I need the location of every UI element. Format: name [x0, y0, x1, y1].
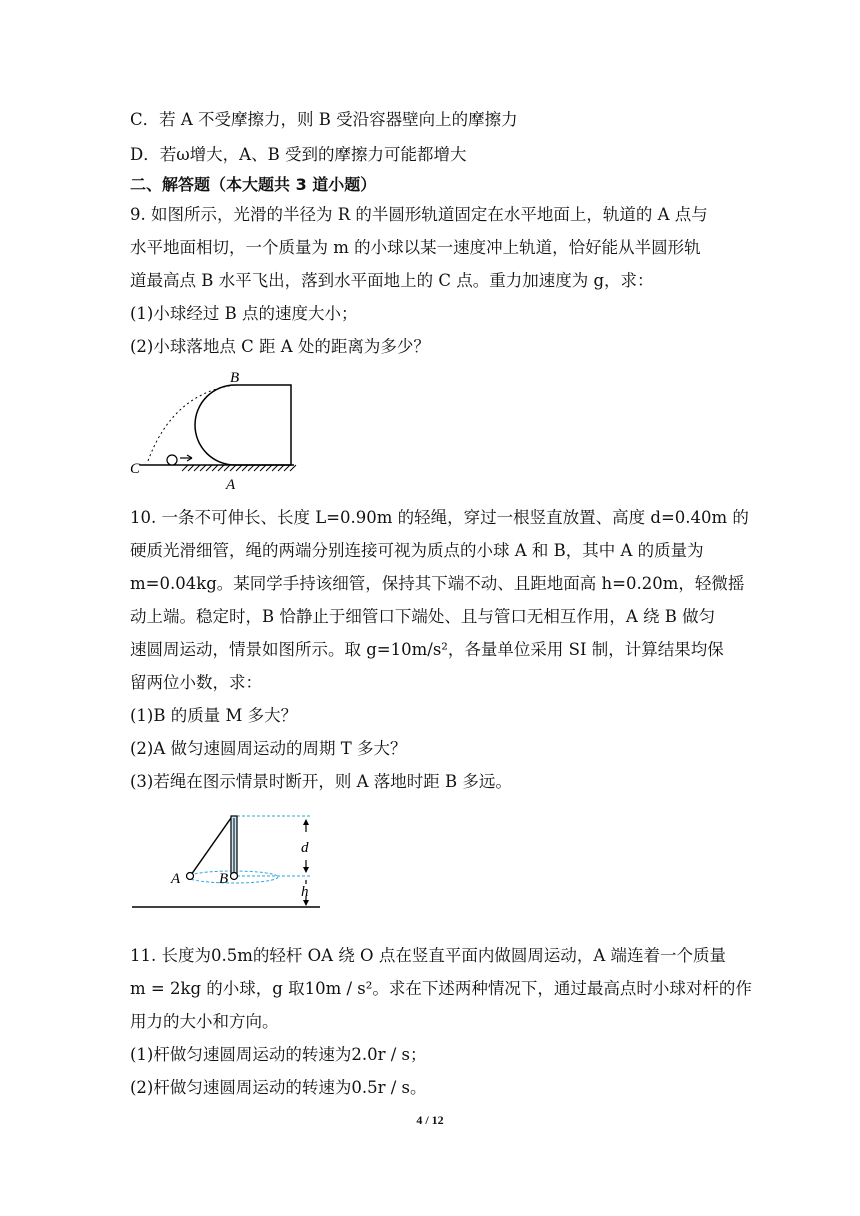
page-number: 4 / 12	[416, 1113, 444, 1127]
q11-line-1: 11. 长度为0.5m的轻杆 OA 绕 O 点在竖直平面内做圆周运动，A 端连着一个质量	[130, 946, 726, 965]
q9-sub-1: (1)小球经过 B 点的速度大小；	[130, 304, 358, 323]
q10-sub-2: (2)A 做匀速圆周运动的周期 T 多大？	[130, 739, 407, 758]
q10-line-3: m=0.04kg。某同学手持该细管，保持其下端不动、且距地面高 h=0.20m，轻微摇	[130, 574, 745, 593]
figure-tube-rope	[130, 812, 330, 922]
label-C: C	[130, 461, 141, 477]
q10-line-4: 动上端。稳定时，B 恰静止于细管口下端处、且与管口无相互作用，A 绕 B 做匀	[130, 607, 716, 626]
q11-sub-2: (2)杆做匀速圆周运动的转速为0.5r / s。	[130, 1078, 427, 1097]
q9-line-1: 9. 如图所示，光滑的半径为 R 的半圆形轨道固定在水平地面上，轨道的 A 点与	[130, 205, 708, 224]
q11-line-3: 用力的大小和方向。	[130, 1012, 279, 1031]
q10-sub-3: (3)若绳在图示情景时断开，则 A 落地时距 B 多远。	[130, 772, 512, 791]
q10-line-6: 留两位小数，求：	[130, 673, 262, 692]
q9-line-2: 水平地面相切，一个质量为 m 的小球以某一速度冲上轨道，恰好能从半圆形轨	[130, 238, 701, 257]
q9-line-3: 道最高点 B 水平飞出，落到水平面地上的 C 点。重力加速度为 g，求：	[130, 271, 654, 290]
label-h: h	[301, 884, 309, 900]
q10-line-2: 硬质光滑细管，绳的两端分别连接可视为质点的小球 A 和 B，其中 A 的质量为	[130, 541, 704, 560]
label-A: A	[171, 871, 181, 887]
section-heading: 二、解答题（本大题共 3 道小题）	[130, 175, 377, 194]
label-d: d	[301, 840, 309, 856]
q10-line-1: 10. 一条不可伸长、长度 L=0.90m 的轻绳，穿过一根竖直放置、高度 d=0.40m 的	[130, 508, 749, 527]
option-c: C．若 A 不受摩擦力，则 B 受沿容器壁向上的摩擦力	[130, 110, 518, 129]
q10-sub-1: (1)B 的质量 M 多大？	[130, 706, 298, 725]
label-A: A	[226, 477, 236, 493]
q11-sub-1: (1)杆做匀速圆周运动的转速为2.0r / s；	[130, 1045, 427, 1064]
q10-line-5: 速圆周运动，情景如图所示。取 g=10m/s²，各量单位采用 SI 制，计算结果均保	[130, 640, 724, 659]
q11-line-2: m = 2kg 的小球，g 取10m / s²。求在下述两种情况下，通过最高点时小球对杆的作	[130, 979, 752, 998]
figure-semicircle-track	[128, 365, 328, 495]
label-B: B	[219, 871, 229, 887]
label-B: B	[230, 370, 240, 386]
q9-sub-2: (2)小球落地点 C 距 A 处的距离为多少？	[130, 337, 430, 356]
option-d: D．若ω增大，A、B 受到的摩擦力可能都增大	[130, 145, 467, 164]
